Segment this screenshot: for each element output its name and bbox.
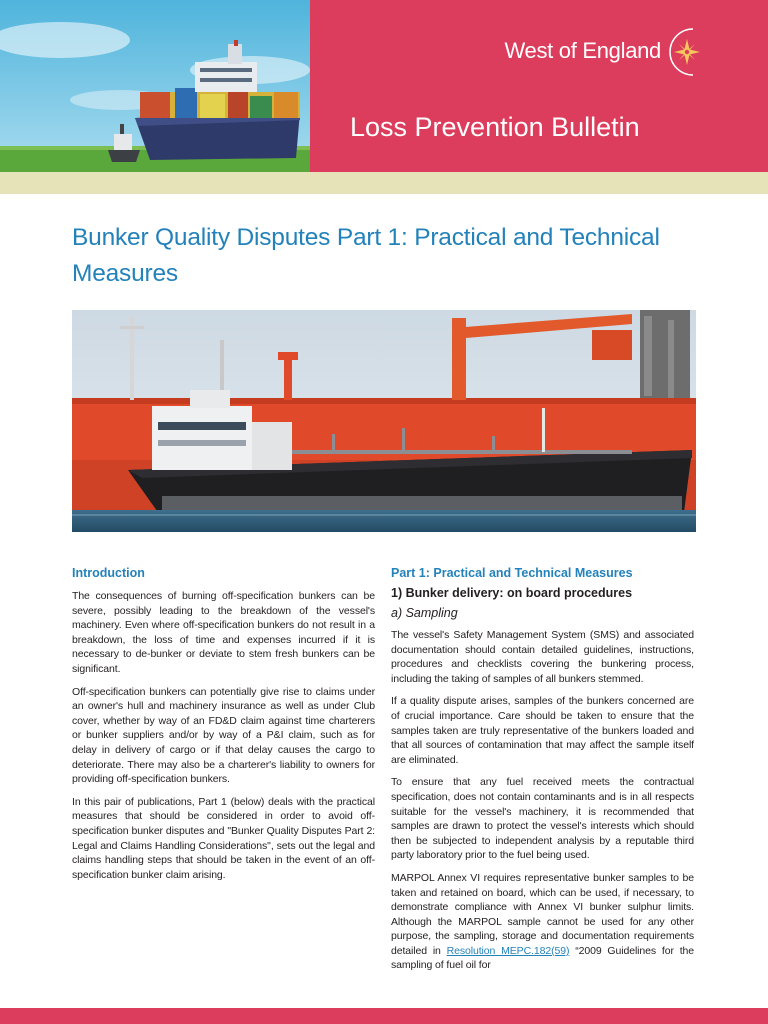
part1-paragraph-4: [391, 871, 694, 973]
marpol-text-continued: “2009 Guidelines for the sampling of fuel oil for: [391, 944, 694, 972]
bulletin-title: Loss Prevention Bulletin: [350, 112, 640, 142]
intro-paragraph-3: In this pair of publications, Part 1 (below) deals with the practical measures that should be considered in order to avoid off-specification bunker disputes and "Bunker Quality Disputes Part 2: Legal and Claims Handling Considerations", sets out the legal and claims handling steps that should be taken in the event of an off-specification bunker claim arising.: [72, 795, 375, 881]
part1-paragraph-1: The vessel's Safety Management System (SMS) and associated documentation should contain detailed guidelines, instructions, procedures and checklists covering the bunkering process, including the taking of samples of all bunkers stemmed.: [391, 629, 694, 685]
sampling-subheading: a) Sampling: [391, 606, 458, 620]
intro-paragraph-1: The consequences of burning off-specification bunkers can be severe, possibly leading to the breakdown of the vessel's machinery. Even where off-specification bunkers do not result in a breakdown, the loss of time and expenses incurred if it is necessary to de-bunker or deviate to stem fresh bunkers can be significant.: [72, 590, 375, 675]
document-title: Bunker Quality Disputes Part 1: Practical and Technical Measures: [72, 224, 660, 287]
photo-bunker-tanker-alongside-ship: [72, 310, 696, 532]
resolution-mepc-link[interactable]: Resolution MEPC.182(59): [446, 944, 570, 957]
introduction-heading: Introduction: [72, 566, 145, 580]
part1-column: [391, 566, 694, 981]
part1-paragraph-3: To ensure that any fuel received meets the contractual specification, does not contain contaminants and is in all respects suitable for the vessel's machinery, it is recommended that samples are drawn to protect the vessel's interests which should then be subjected to independent analysis by a reputable third party laboratory prior to the fuel being used.: [391, 776, 694, 862]
header: [0, 0, 768, 172]
header-divider-strip: [0, 172, 768, 194]
part1-heading: Part 1: Practical and Technical Measures: [391, 566, 633, 580]
introduction-column: [72, 566, 375, 890]
brand-panel: [310, 0, 768, 172]
marpol-text: MARPOL Annex VI requires representative bunker samples to be taken and retained on board, which can be used, if necessary, to demonstrate compliance with Annex VI bunker sulphur limits. Although the MARPOL sample cannot be used for any other purpose, the sampling, storage and documentation requirements detailed in: [391, 871, 694, 957]
intro-paragraph-2: Off-specification bunkers can potentially give rise to claims under an owner's hull and machinery insurance as well as under Club cover, whether by way of an FD&D claim against time charterers or bunker suppliers and/or by way of a P&I claim, such as for delay in delivery of cargo or if that delay causes the cargo to deteriorate. There may also be a charterer's liability to owners for providing off-specification bunkers.: [72, 685, 375, 786]
bunker-delivery-subheading: 1) Bunker delivery: on board procedures: [391, 586, 633, 600]
footer-bar: [0, 1008, 768, 1024]
part1-paragraph-2: If a quality dispute arises, samples of the bunkers concerned are of crucial importance. Care should be taken to ensure that the samples taken are truly representative of the bunkers loaded and that all sources of contamination that may affect the sample itself are eliminated.: [391, 695, 694, 766]
brand-name: West of England: [504, 38, 661, 63]
header-photo-container-ship: [0, 0, 310, 172]
compass-star-logo-icon: [663, 25, 705, 79]
